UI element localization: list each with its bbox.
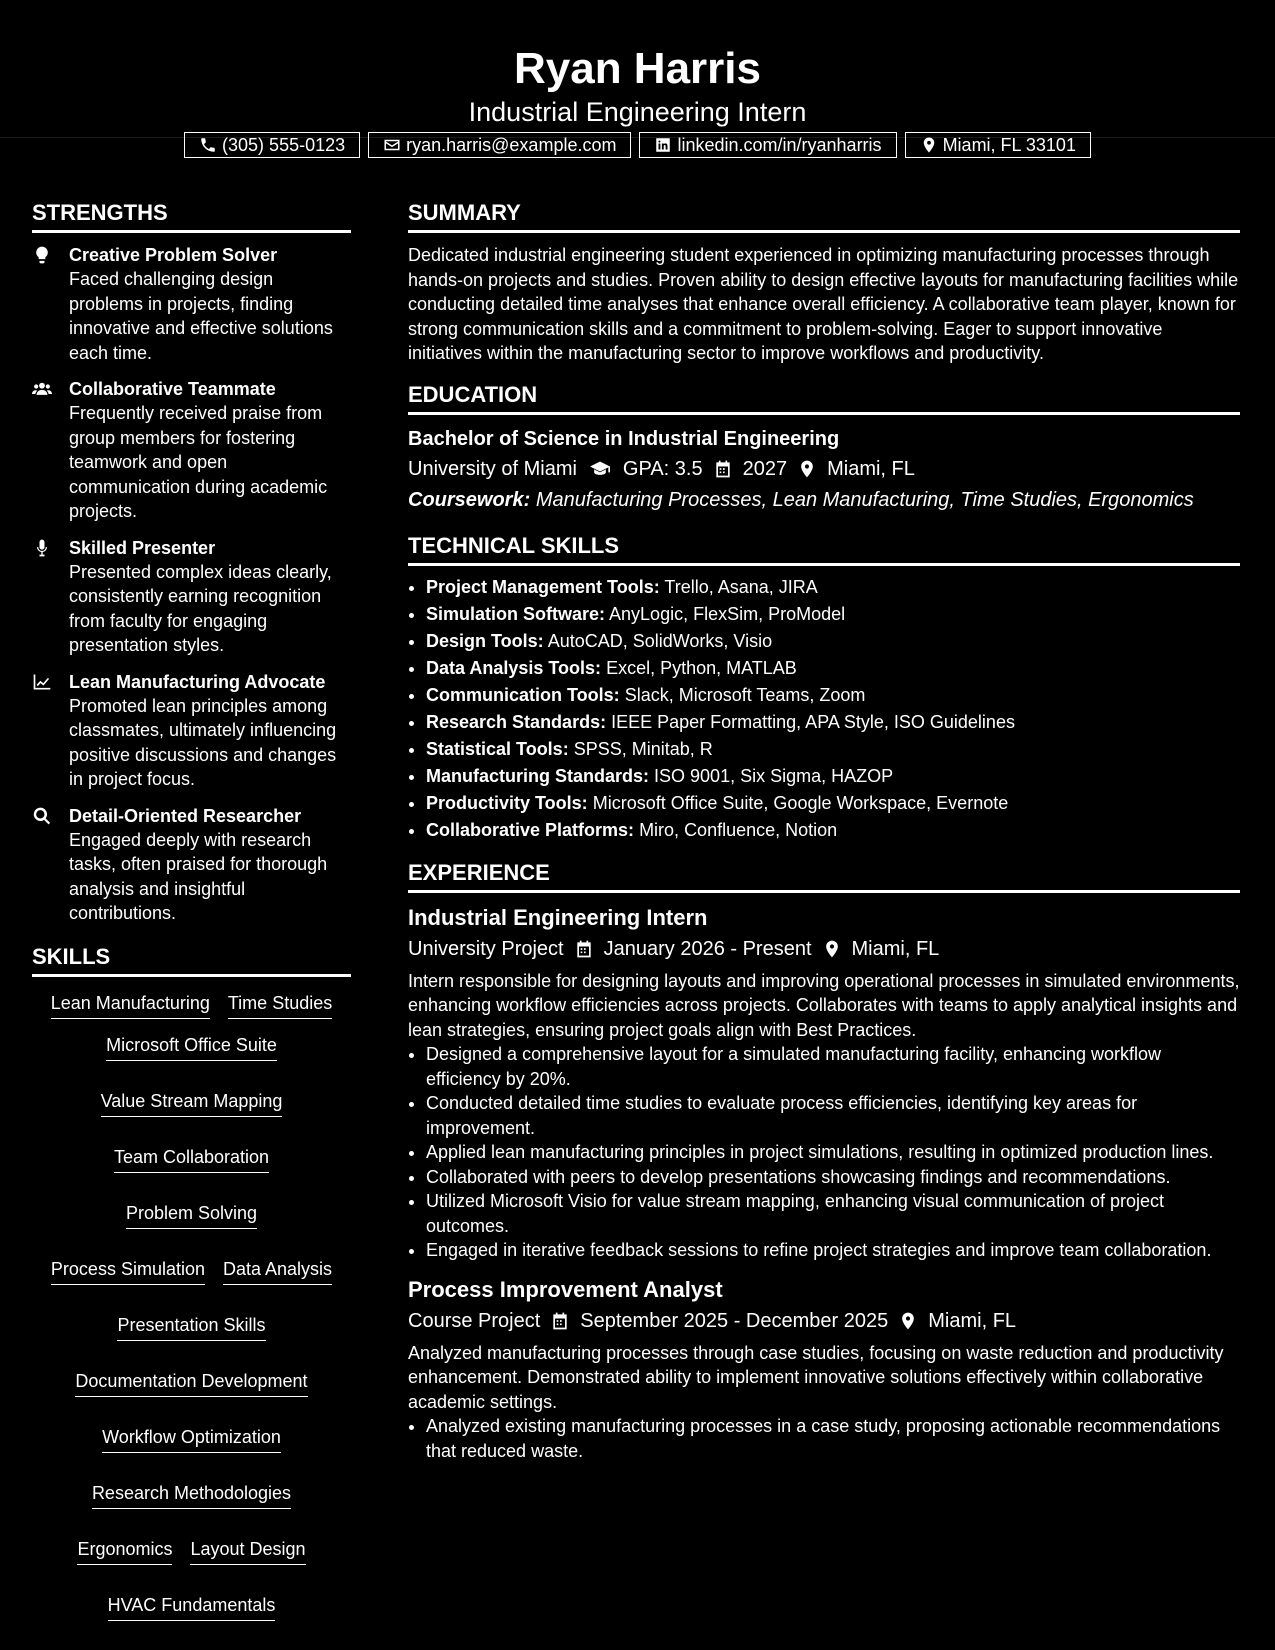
right-column <box>408 200 1240 1463</box>
job-dates: September 2025 - December 2025 <box>580 1309 889 1332</box>
experience-heading: EXPERIENCE <box>408 860 1240 893</box>
strength-title: Collaborative Teammate <box>69 379 276 399</box>
resume-header <box>0 0 1275 155</box>
map-marker-icon <box>822 939 842 959</box>
list-item: • Manufacturing Standards: ISO 9001, Six Sigma, HAZOP <box>426 763 1240 790</box>
list-item: • Utilized Microsoft Visio for value stream mapping, enhancing visual communication of project outcomes. <box>426 1189 1240 1238</box>
skills-heading: SKILLS <box>32 944 351 977</box>
skill-tag: Documentation Development <box>75 1369 307 1397</box>
coursework-list: Manufacturing Processes, Lean Manufacturing, Time Studies, Ergonomics <box>535 488 1194 511</box>
job-title: Process Improvement Analyst <box>408 1276 723 1302</box>
skill-tag: Lean Manufacturing <box>51 991 210 1019</box>
gpa: GPA: 3.5 <box>622 457 703 480</box>
calendar-icon <box>574 939 594 959</box>
list-item: • Conducted detailed time studies to evaluate process efficiencies, identifying key areas for improvement. <box>426 1091 1240 1140</box>
map-marker-icon <box>797 459 817 479</box>
strength-title: Creative Problem Solver <box>69 245 278 265</box>
list-item: • Simulation Software: AnyLogic, FlexSim, ProModel <box>426 601 1240 628</box>
list-item: • Productivity Tools: Microsoft Office Suite, Google Workspace, Evernote <box>426 790 1240 817</box>
job-summary: Intern responsible for designing layouts and improving operational processes in simulated environments, enhancing workflow efficiencies across projects. Collaborates with teams to apply analytical insights and lean strategies, ensuring project goals align with Best Practices. <box>408 970 1240 1040</box>
contact-phone[interactable] <box>184 132 360 158</box>
phone-icon <box>199 136 217 154</box>
lightbulb-icon <box>32 245 52 265</box>
skill-tag: Presentation Skills <box>117 1313 265 1341</box>
skill-tag: Value Stream Mapping <box>101 1089 283 1117</box>
job-location: Miami, FL <box>928 1309 1017 1332</box>
job-location: Miami, FL <box>851 937 940 960</box>
list-item: • Research Standards: IEEE Paper Formatting, APA Style, ISO Guidelines <box>426 709 1240 736</box>
job-meta <box>408 933 1240 965</box>
strength-item <box>32 377 351 524</box>
job-summary: Analyzed manufacturing processes through case studies, focusing on waste reduction and productivity enhancement. Demonstrated ability to implement innovative solutions effectively within collaborative academic settings. <box>408 1342 1224 1412</box>
microphone-icon <box>32 538 52 558</box>
summary-text: Dedicated industrial engineering student experienced in optimizing manufacturing processes through hands-on projects and studies. Proven ability to design effective layouts for manufacturing facilities while conducting detailed time analyses that enhance overall efficiency. A collaborative team player, known for strong communication skills and a commitment to problem-solving. Eager to support innovative initiatives within the manufacturing sector to improve workflows and productivity. <box>408 245 1239 363</box>
skill-tag: Microsoft Office Suite <box>106 1033 277 1061</box>
list-item: • Engaged in iterative feedback sessions to refine project strategies and improve team collaboration. <box>426 1238 1240 1263</box>
envelope-icon <box>383 136 401 154</box>
skill-tag: Time Studies <box>228 991 332 1019</box>
skill-tag: Workflow Optimization <box>102 1425 281 1453</box>
map-marker-icon <box>920 136 938 154</box>
contact-linkedin[interactable] <box>639 132 896 158</box>
strength-item <box>32 536 351 658</box>
contact-email-text: ryan.harris@example.com <box>406 134 617 155</box>
users-icon <box>32 379 52 399</box>
job-entry <box>408 1275 1240 1464</box>
job-title: Industrial Engineering Intern <box>408 904 708 930</box>
strength-title: Skilled Presenter <box>69 537 216 558</box>
coursework <box>408 485 1240 515</box>
strength-description: Frequently received praise from group members for fostering teamwork and open communication during academic projects. <box>69 403 328 521</box>
search-icon <box>32 806 52 826</box>
strength-item <box>32 670 351 792</box>
contact-phone-text: (305) 555-0123 <box>222 134 346 155</box>
job-entry <box>408 903 1240 1263</box>
contact-linkedin-text: linkedin.com/in/ryanharris <box>677 134 882 155</box>
skill-tag: Team Collaboration <box>114 1145 269 1173</box>
candidate-title: Industrial Engineering Intern <box>468 97 807 127</box>
skill-tag: Layout Design <box>190 1537 305 1565</box>
strength-description: Engaged deeply with research tasks, often praised for thorough analysis and insightful contributions. <box>69 829 328 923</box>
list-item: • Project Management Tools: Trello, Asana, JIRA <box>426 574 1240 601</box>
contact-email[interactable] <box>368 132 631 158</box>
strengths-heading: STRENGTHS <box>32 200 351 233</box>
skills-section <box>32 944 351 1621</box>
strength-description: Faced challenging design problems in projects, finding innovative and effective solutions each time. <box>69 269 333 363</box>
technical-skills-list <box>408 574 1240 844</box>
list-item: • Design Tools: AutoCAD, SolidWorks, Visio <box>426 628 1240 655</box>
calendar-icon <box>550 1311 570 1331</box>
skill-tag: Ergonomics <box>77 1537 172 1565</box>
contact-bar <box>0 132 1275 158</box>
linkedin-icon <box>654 136 672 154</box>
list-item: • Collaborated with peers to develop presentations showcasing findings and recommendations. <box>426 1165 1240 1190</box>
candidate-name: Ryan Harris <box>513 44 761 93</box>
list-item: • Data Analysis Tools: Excel, Python, MATLAB <box>426 655 1240 682</box>
job-bullets <box>408 1042 1240 1263</box>
calendar-icon <box>713 459 733 479</box>
skill-tag: Data Analysis <box>223 1257 332 1285</box>
contact-location <box>905 132 1091 158</box>
list-item: • Analyzed existing manufacturing processes in a case study, proposing actionable recommendations that reduced waste. <box>426 1414 1240 1463</box>
education-heading: EDUCATION <box>408 382 1240 415</box>
line-chart-icon <box>32 672 52 692</box>
left-column <box>32 200 351 1621</box>
degree-title: Bachelor of Science in Industrial Engineering <box>408 427 840 450</box>
strength-description: Presented complex ideas clearly, consistently earning recognition from faculty for engaging presentation styles. <box>69 561 332 655</box>
strength-description: Promoted lean principles among classmates, ultimately influencing positive discussions and changes in project focus. <box>69 695 337 789</box>
skill-tag: Research Methodologies <box>92 1481 291 1509</box>
map-marker-icon <box>898 1311 918 1331</box>
summary-heading: SUMMARY <box>408 200 1240 233</box>
list-item: • Designed a comprehensive layout for a simulated manufacturing facility, enhancing workflow efficiency by 20%. <box>426 1042 1240 1091</box>
coursework-label: Coursework: <box>408 488 531 511</box>
strength-title: Detail-Oriented Researcher <box>69 805 302 826</box>
skill-tag: Process Simulation <box>51 1257 205 1285</box>
skill-tag: HVAC Fundamentals <box>108 1593 276 1621</box>
job-dates: January 2026 - Present <box>603 937 812 960</box>
job-org: University Project <box>408 937 564 960</box>
school-name: University of Miami <box>408 457 577 480</box>
strength-item <box>32 243 351 365</box>
skills-tags <box>32 987 351 1621</box>
skill-tag: Problem Solving <box>126 1201 257 1229</box>
technical-skills-heading: TECHNICAL SKILLS <box>408 533 1240 566</box>
job-meta <box>408 1305 1240 1337</box>
contact-location-text: Miami, FL 33101 <box>942 134 1076 155</box>
graduation-cap-icon <box>587 459 613 479</box>
list-item: • Collaborative Platforms: Miro, Confluence, Notion <box>426 817 1240 844</box>
school-location: Miami, FL <box>827 457 915 480</box>
strength-item <box>32 804 351 926</box>
education-meta <box>408 453 1240 485</box>
job-org: Course Project <box>408 1309 541 1332</box>
list-item: • Communication Tools: Slack, Microsoft Teams, Zoom <box>426 682 1240 709</box>
job-bullets <box>408 1414 1240 1463</box>
list-item: • Applied lean manufacturing principles in project simulations, resulting in optimized production lines. <box>426 1140 1240 1165</box>
strength-title: Lean Manufacturing Advocate <box>69 671 326 692</box>
graduation-year: 2027 <box>742 457 788 480</box>
list-item: • Statistical Tools: SPSS, Minitab, R <box>426 736 1240 763</box>
